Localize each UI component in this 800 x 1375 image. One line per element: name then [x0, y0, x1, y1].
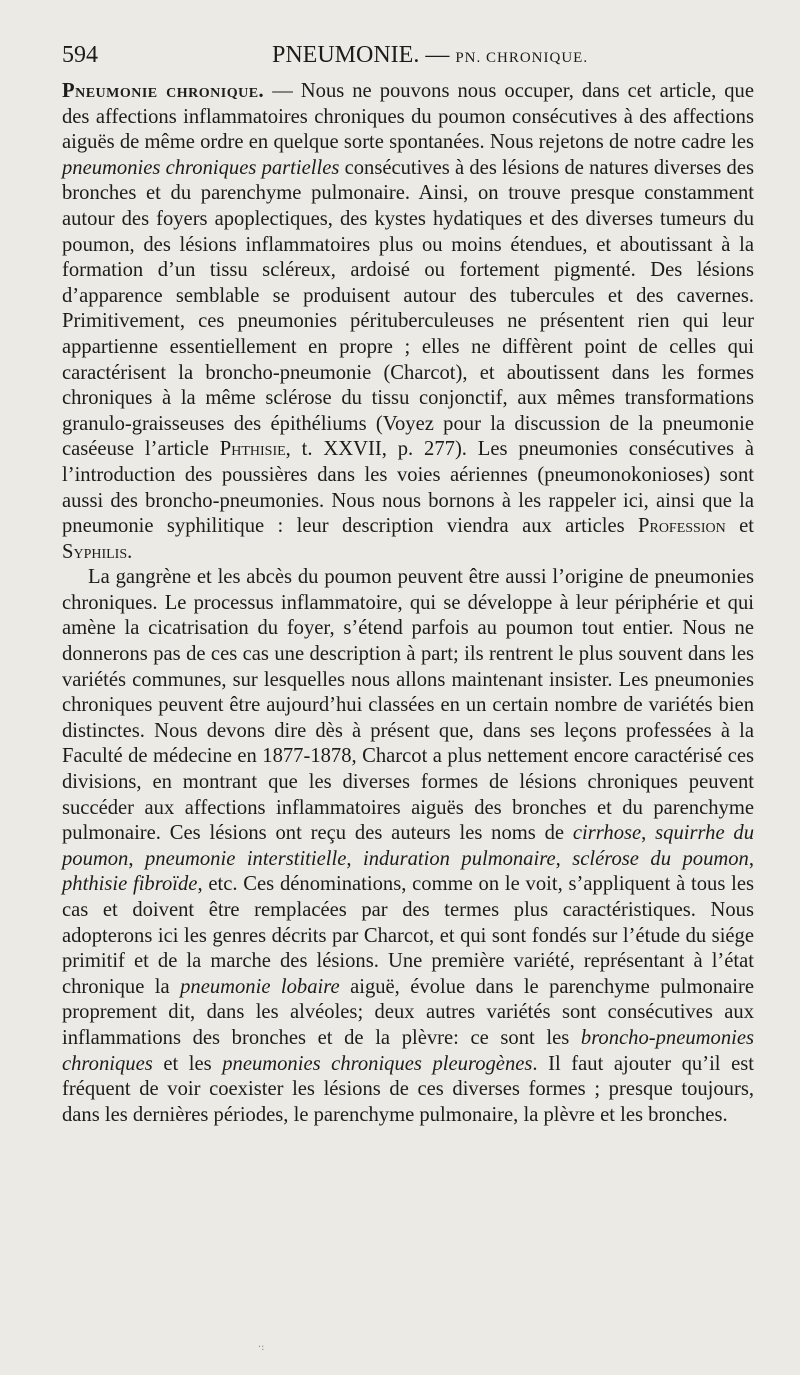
small-caps-term: Profession	[638, 515, 726, 538]
text-run: ,	[555, 847, 573, 870]
text-run: consécutives à des lésions de natures diverses des bronches et du parenchyme pulmonaire. Ainsi, on trouve presque constamment autour des foyers apoplectiques, des kystes hydatiques et des diverses tumeurs du poumon, des lésions inflammatoires plus ou moins étendues, et aboutissant à la formation d’un tissu scléreux, ardoisé ou fortement pigmenté. Des lésions d’apparence semblable se produisent autour des tubercules et des cavernes. Primitivement, ces pneumonies pérituberculeuses ne présentent rien qui leur appartienne essentiellement en propre ; elles ne diffèrent point de celles qui caractérisent la broncho-pneumonie (Charcot), et aboutissent dans les formes chroniques à la même sclérose du tissu conjonctif, aux mêmes transformations granulo-graisseuses des épithéliums (Voyez pour la discussion de la pneumonie caséeuse l’article	[62, 156, 754, 461]
text-run: ,	[641, 822, 656, 845]
text-run: .	[127, 540, 133, 563]
text-run: , etc. Ces dénominations, comme on le voit, s’appliquent à tous les cas et doivent être remplacées par des termes plus caractéristiques. Nous adopterons ici les genres décrits par Charcot, et qui sont fondés sur l’étude du siége primitif et de la marche des lésions. Une première variété, représentant à l’état chronique la	[62, 873, 754, 998]
paragraph-2	[62, 565, 754, 1128]
running-title-main: PNEUMONIE. —	[272, 42, 456, 68]
text-run: ,	[748, 847, 754, 870]
paragraph-1	[62, 79, 754, 565]
text-run: — Nous ne pouvons nous occuper, dans cet article, que des affections inflammatoires chroniques du poumon consécutives à des affections aiguës de même ordre en quelque sorte spontanées. Nous rejetons de notre cadre les	[62, 80, 754, 154]
italic-term: sclérose du poumon	[572, 847, 749, 870]
small-caps-term: Syphilis	[62, 540, 128, 563]
italic-term: pneumonies chroniques partielles	[62, 156, 340, 179]
italic-term: cirrhose	[572, 822, 642, 845]
running-title-sub: PN. CHRONIQUE.	[455, 50, 589, 66]
italic-term: phthisie fibroïde	[62, 873, 198, 896]
running-title	[272, 42, 588, 69]
italic-term: induration pulmonaire	[362, 847, 556, 870]
page-header	[62, 42, 745, 76]
text-run: et	[725, 515, 754, 538]
italic-term: pneumonies chroniques pleurogènes	[222, 1052, 533, 1075]
text-run: La gangrène et les abcès du poumon peuvent être aussi l’origine de pneumonies chroniques. Le processus inflammatoire, qui se développe à leur périphérie et qui amène la cicatrisation du foyer, s’étend parfois au poumon tout entier. Nous ne donnerons pas de ces cas une description à part; ils rentrent le plus souvent dans les variétés communes, sur lesquelles nous allons maintenant insister. Les pneumonies chroniques peuvent être aujourd’hui classées en un certain nombre de variétés bien distinctes. Nous devons dire dès à présent que, dans ses leçons professées à la Faculté de médecine en 1877-1878, Charcot a plus nettement encore caractérisé ces divisions, en montrant que les diverses formes de lésions chroniques peuvent succéder aux affections inflammatoires aiguës des bronches et du parenchyme pulmonaire. Ces lésions ont reçu des auteurs les noms de	[62, 566, 754, 845]
small-caps-term: Phthisie	[219, 438, 286, 461]
italic-term: broncho-pneumonies chroniques	[62, 1026, 754, 1075]
italic-term: pneumonie lobaire	[180, 975, 340, 998]
text-run: aiguë, évolue dans le parenchyme pulmonaire proprement dit, dans les alvéoles; deux autres variétés sont consécutives aux inflammations des bronches et de la plèvre: ce sont les	[62, 975, 754, 1049]
section-heading: Pneumonie chronique.	[62, 80, 265, 102]
italic-term: pneumonie interstitielle	[144, 847, 347, 870]
text-run: ,	[346, 847, 363, 870]
page-number: 594	[62, 42, 98, 68]
text-run: . Il faut ajouter qu’il est fréquent de voir coexister les lésions de ces diverses formes ; presque toujours, dans les dernières périodes, le parenchyme pulmonaire, la plèvre et les bronches.	[62, 1052, 754, 1126]
text-run: ,	[128, 847, 145, 870]
text-run: et les	[152, 1052, 223, 1075]
ink-speck: ·:	[258, 1342, 265, 1353]
article-body	[62, 79, 754, 1128]
italic-term: squirrhe du poumon	[62, 822, 754, 870]
text-run: , t. XXVII, p. 277). Les pneumonies consécutives à l’introduction des poussières dans les voies aériennes (pneumonokonioses) sont aussi des broncho-pneumonies. Nous nous bornons à les rappeler ici, ainsi que la pneumonie syphilitique : leur description viendra aux articles	[62, 438, 754, 538]
